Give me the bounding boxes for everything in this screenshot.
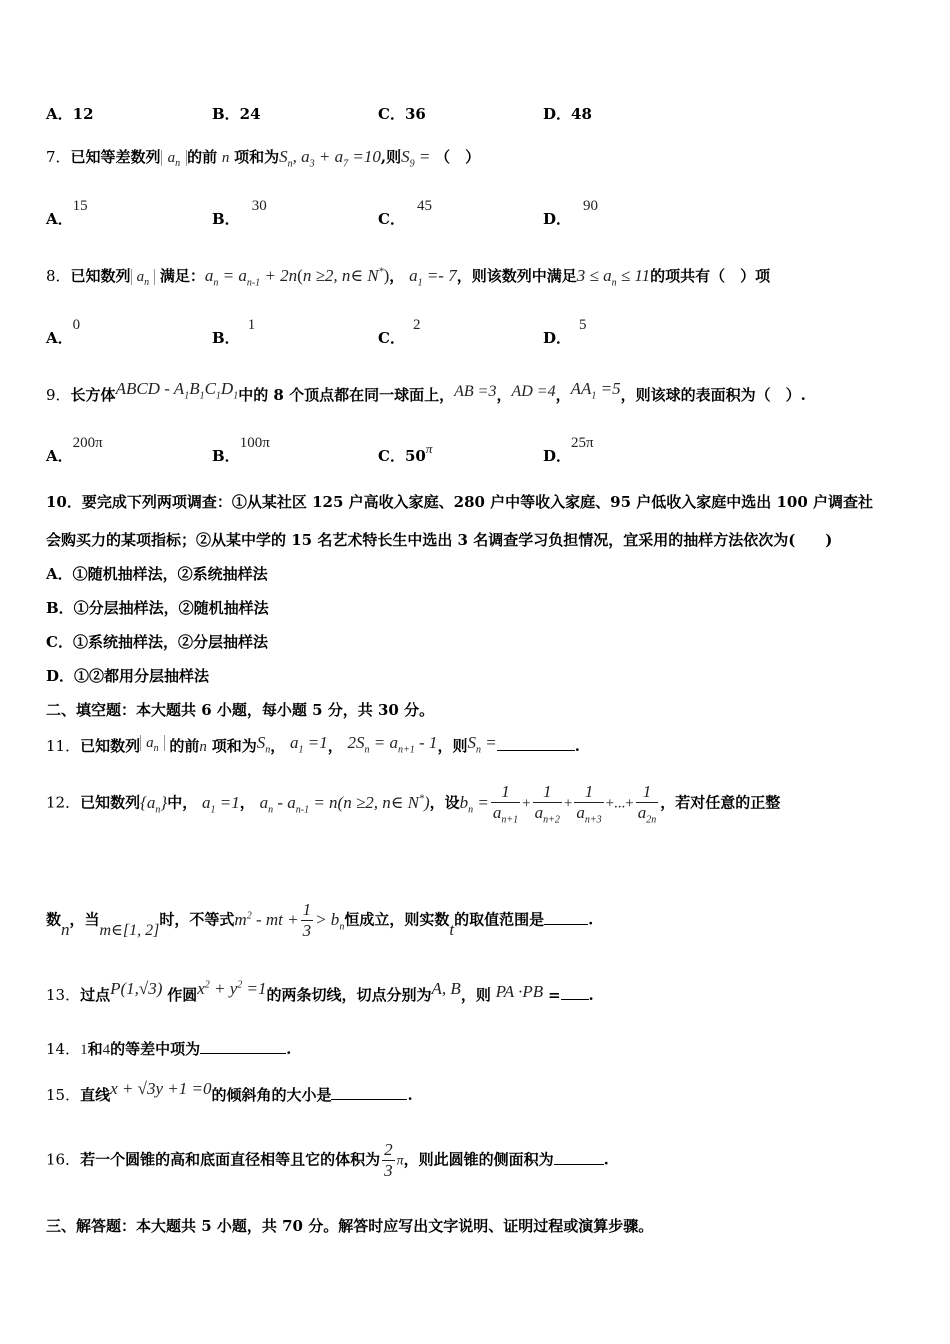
q7-option-d: D．90 [543, 198, 599, 228]
q7-text: 项和为 [234, 148, 280, 166]
question-12-continued: 数n，当m∈[1, 2]时，不等式$m^2$ - mt + $\frac{1}{3}$ > $b_n$恒成立，则实数t的取值范围是 . [46, 900, 594, 940]
q13-text: = [547, 986, 561, 1004]
q7-text: 已知等差数列 [70, 148, 161, 166]
question-16: 16．若一个圆锥的高和底面直径相等且它的体积为 $\frac{2}{3}$ π，则此圆锥的侧面积为 . [46, 1140, 609, 1180]
q6-option-d: D．48 [543, 105, 592, 123]
q8-text: 的项共有（ ）项 [650, 267, 771, 285]
q6-option-b: B．24 [212, 105, 261, 123]
q8-text: 满足： [159, 267, 205, 285]
question-10-line1: 10．要完成下列两项调查：①从某社区 125 户高收入家庭、280 户中等收入家庭、95 户低收入家庭中选出 100 户调查社 [46, 493, 874, 511]
q11-text: ，则 [437, 737, 468, 755]
q13-text: 过点 [80, 986, 111, 1004]
q15-text: 直线 [80, 1086, 111, 1104]
question-10-line2: 会购买力的某项指标；②从某中学的 15 名艺术特长生中选出 3 名调查学习负担情况，宜采用的抽样方法依次为( ) [46, 531, 833, 549]
q9-option-a: A．200π [46, 435, 103, 465]
q11-answer-blank[interactable] [497, 750, 575, 751]
q14-text: . [286, 1040, 292, 1058]
q6-option-a: A．12 [46, 105, 94, 123]
q16-text: 若一个圆锥的高和底面直径相等且它的体积为 [80, 1150, 381, 1169]
q7-blank: （ ） [435, 148, 481, 166]
q7-option-c: C．45 [378, 198, 432, 228]
q13-text: ，则 [460, 986, 491, 1004]
q10-option-b: B．①分层抽样法，②随机抽样法 [46, 599, 269, 617]
q12-text: ，若对任意的正整 [660, 793, 781, 812]
q8-option-a: A．0 [46, 317, 81, 347]
q8-option-c: C．2 [378, 317, 421, 347]
q10-option-a: A．①随机抽样法，②系统抽样法 [46, 565, 268, 583]
q7-option-a: A．15 [46, 198, 88, 228]
q12-text: 中， [167, 793, 198, 812]
q13-number: 13． [46, 986, 81, 1004]
section-3-heading: 三、解答题：本大题共 5 小题，共 70 分。解答时应写出文字说明、证明过程或演算步骤。 [46, 1217, 654, 1235]
q12-text: ，当 [69, 910, 100, 929]
q11-text: 已知数列 [80, 737, 141, 755]
q9-text: 长方体 [70, 386, 116, 404]
q7-number: 7． [46, 148, 71, 166]
q9-text: 中的 8 个顶点都在同一球面上， [238, 386, 455, 404]
question-8: 8．已知数列 $a_n$ 满足：$a_n = a_{n-1} + 2n(n \ge 2$, n∈ N*)， $a_1 =- 7$，则该数列中满足$3 \le a_n \le 11$的项共有（ ）项 [46, 266, 771, 289]
q12-text: 恒成立，则实数 [344, 910, 450, 929]
q12-number: 12． [46, 793, 81, 812]
q12-text: ， [239, 793, 255, 812]
q11-text: 的前 [169, 737, 200, 755]
q12-text: 的取值范围是 [454, 910, 545, 929]
q13-text: 作圆 [167, 986, 198, 1004]
q16-text: ，则此圆锥的侧面积为 [403, 1150, 554, 1169]
q16-text: . [603, 1150, 609, 1169]
q14-number: 14． [46, 1040, 81, 1058]
q13-text: 的两条切线，切点分别为 [266, 986, 432, 1004]
q8-number: 8． [46, 267, 71, 285]
q14-text: 4 [102, 1042, 111, 1058]
q12-text: . [588, 910, 594, 929]
question-13: 13．过点P(1,√3) 作圆$x^2 + y^2 =1$的两条切线，切点分别为A, B，则 PA ·PB = . [46, 979, 594, 1004]
q8-text: ， [389, 267, 405, 285]
q7-text: ,则 [380, 148, 402, 166]
q12-text: 已知数列 [80, 793, 141, 812]
q10-option-c: C．①系统抽样法，②分层抽样法 [46, 633, 268, 651]
q9-text: ，则该球的表面积为（ ）. [620, 386, 806, 404]
question-15: 15．直线x + √3y +1 =0的倾斜角的大小是 . [46, 1079, 413, 1104]
q8-text: ，则该数列中满足 [456, 267, 577, 285]
q11-text: 项和为 [211, 737, 257, 755]
q16-answer-blank[interactable] [554, 1164, 604, 1165]
q14-answer-blank[interactable] [200, 1053, 286, 1054]
q9-number: 9． [46, 386, 71, 404]
q15-text: . [407, 1086, 413, 1104]
q9-option-d: D．25π [543, 435, 594, 465]
question-12: 12．已知数列$\{a_n\}$中， $a_1 =1$， $a_n - a_{n-1} = n(n \ge 2$, n∈ N*)，设$b_n$ = $\frac{1}{a_{n+1}}$ + $\frac{1}{a_{n+2}}$ + $\frac{1}{a_{n+3}}$ +...+ $\frac{1}{a_{2n}}$ ，若对任意的正整 [46, 782, 781, 826]
q15-answer-blank[interactable] [331, 1099, 407, 1100]
q11-number: 11． [46, 737, 81, 755]
q14-text: 的等差中项为 [110, 1040, 201, 1058]
question-14 [46, 1038, 291, 1059]
q9-text: ， [496, 386, 512, 404]
question-7: 7．已知等差数列 $a_n$ 的前 n 项和为$S_n$, $a_3 + a_7 =10$,则$S_9$ = （ ） [46, 147, 481, 170]
section-2-heading: 二、填空题：本大题共 6 小题，每小题 5 分，共 30 分。 [46, 701, 435, 719]
q15-number: 15． [46, 1086, 81, 1104]
q13-text: . [588, 986, 594, 1004]
q11-text: ， [327, 737, 343, 755]
q12-text: ，设 [429, 793, 460, 812]
q12-text: 数 [46, 910, 62, 929]
q9-option-c: C．50π [378, 441, 433, 465]
q9-text: ， [555, 386, 571, 404]
q8-text: 已知数列 [70, 267, 131, 285]
q6-option-c: C．36 [378, 105, 426, 123]
q12-answer-blank[interactable] [544, 924, 588, 925]
q13-answer-blank[interactable] [561, 999, 589, 1000]
q12-text: 时，不等式 [159, 910, 235, 929]
question-11: 11．已知数列 $a_n$ 的前n 项和为$S_n$， $a_1 =1$， $2S_n = a_{n+1} - 1$，则$S_n$ = . [46, 733, 580, 756]
q10-option-d: D．①②都用分层抽样法 [46, 667, 210, 685]
q16-number: 16． [46, 1150, 81, 1169]
q9-option-b: B．100π [212, 435, 270, 465]
q8-option-d: D．5 [543, 317, 587, 347]
q7-text: 的前 [187, 148, 218, 166]
question-9: 9．长方体ABCD - $A_1B_1C_1D_1$中的 8 个顶点都在同一球面上，AB =3，AD =4，$AA_1 =5$，则该球的表面积为（ ）. [46, 379, 806, 404]
q11-text: ， [270, 737, 286, 755]
q11-text: . [574, 737, 580, 755]
q14-text: 1 [80, 1042, 88, 1058]
q15-text: 的倾斜角的大小是 [211, 1086, 332, 1104]
q8-option-b: B．1 [212, 317, 256, 347]
q7-option-b: B．30 [212, 198, 267, 228]
q14-text: 和 [87, 1040, 103, 1058]
